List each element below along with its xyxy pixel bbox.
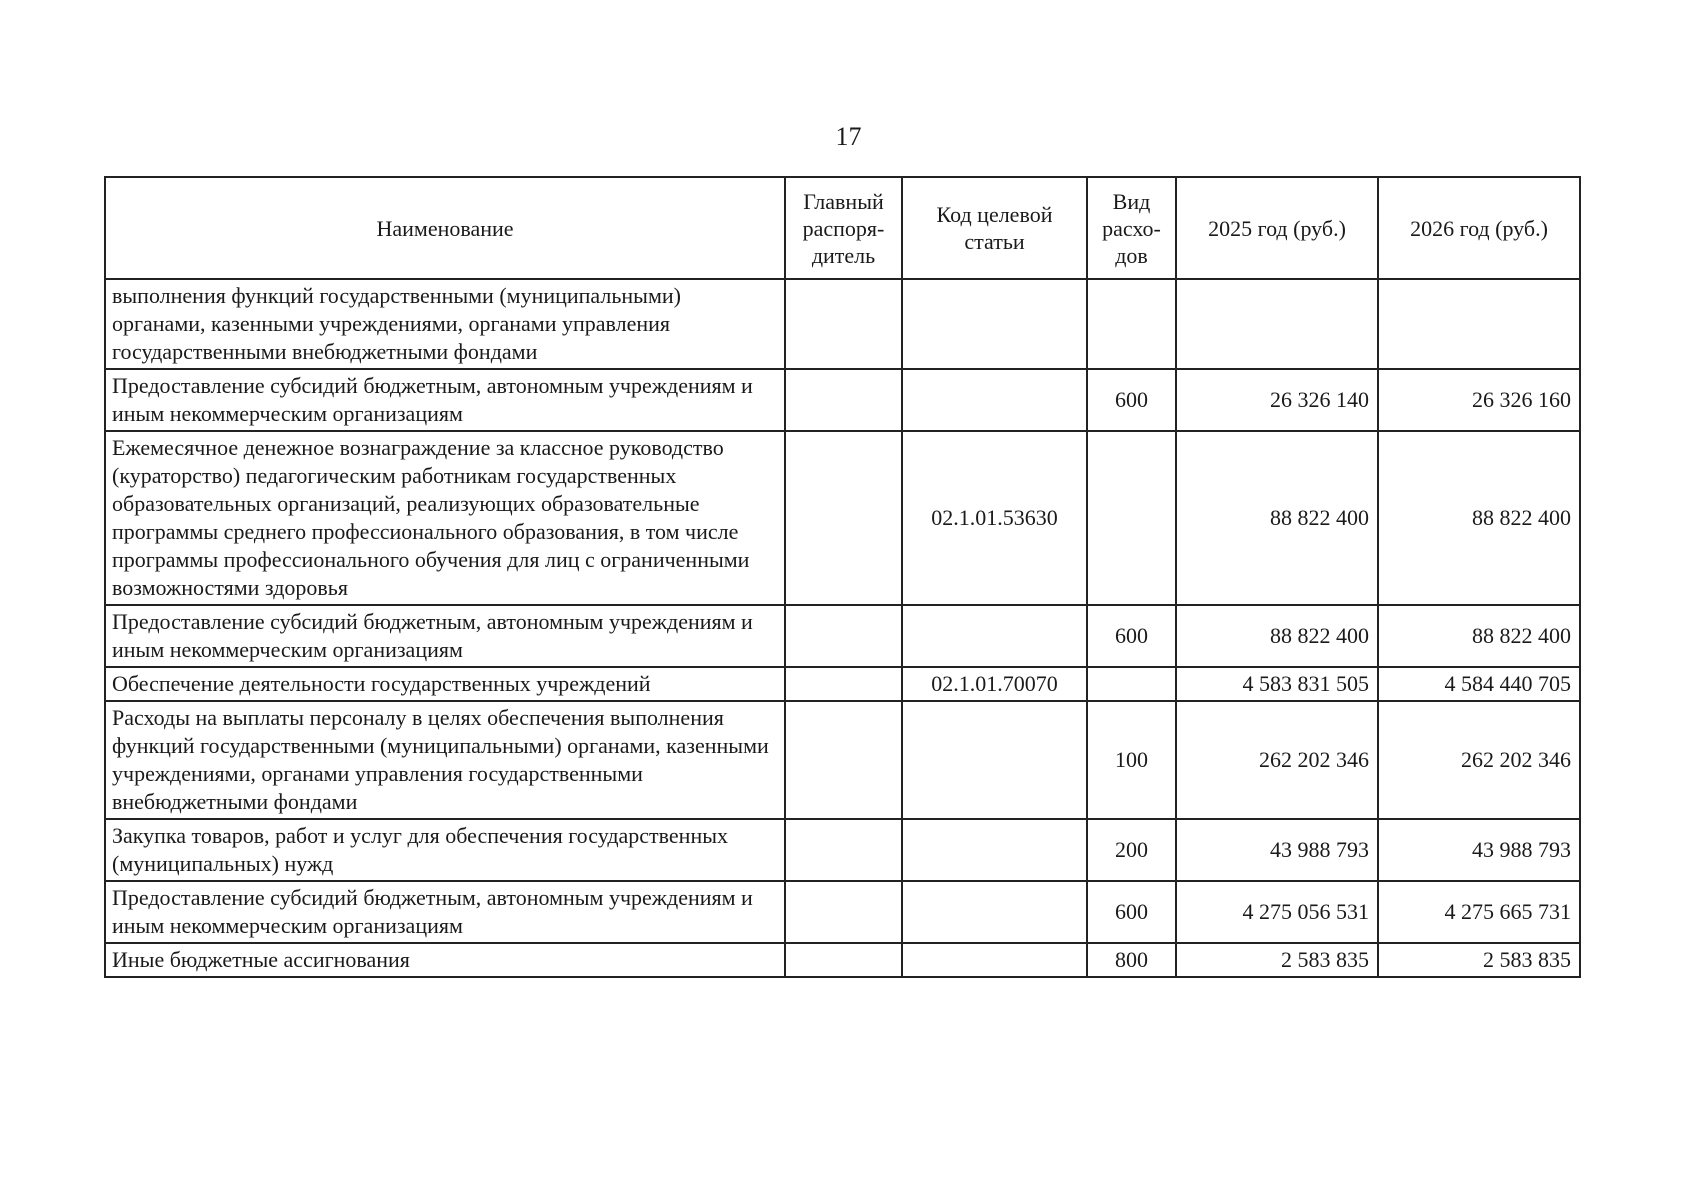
row-expense-type: 800: [1087, 943, 1176, 977]
row-year-2025: 4 583 831 505: [1176, 667, 1378, 701]
row-expense-type: [1087, 431, 1176, 605]
table-row: [105, 943, 1580, 977]
header-year-2026: 2026 год (руб.): [1378, 177, 1580, 279]
header-administrator: Главный распоря-дитель: [785, 177, 902, 279]
row-expense-type: 200: [1087, 819, 1176, 881]
row-expense-type: 600: [1087, 881, 1176, 943]
row-administrator: [785, 369, 902, 431]
row-code: [902, 881, 1087, 943]
header-year-2025: 2025 год (руб.): [1176, 177, 1378, 279]
row-year-2026: 4 584 440 705: [1378, 667, 1580, 701]
row-code: [902, 701, 1087, 819]
row-name: Обеспечение деятельности государственных учреждений: [105, 667, 785, 701]
row-code: [902, 943, 1087, 977]
row-year-2026: 4 275 665 731: [1378, 881, 1580, 943]
header-expense-type: Вид расхо-дов: [1087, 177, 1176, 279]
table-row: [105, 881, 1580, 943]
header-name: Наименование: [105, 177, 785, 279]
row-year-2026: [1378, 279, 1580, 369]
table-row: [105, 605, 1580, 667]
row-administrator: [785, 667, 902, 701]
table-row: [105, 701, 1580, 819]
row-administrator: [785, 431, 902, 605]
row-year-2025: 43 988 793: [1176, 819, 1378, 881]
row-year-2026: 262 202 346: [1378, 701, 1580, 819]
header-code: Код целевой статьи: [902, 177, 1087, 279]
row-administrator: [785, 881, 902, 943]
row-name: Предоставление субсидий бюджетным, автономным учреждениям и иным некоммерческим организациям: [105, 881, 785, 943]
row-name: Закупка товаров, работ и услуг для обеспечения государственных (муниципальных) нужд: [105, 819, 785, 881]
row-code: 02.1.01.53630: [902, 431, 1087, 605]
row-administrator: [785, 605, 902, 667]
row-code: [902, 605, 1087, 667]
row-name: Предоставление субсидий бюджетным, автономным учреждениям и иным некоммерческим организациям: [105, 605, 785, 667]
table-row: [105, 431, 1580, 605]
row-year-2025: [1176, 279, 1378, 369]
row-name: Расходы на выплаты персоналу в целях обеспечения выполнения функций государственными (муниципальными) органами, казенными учреждениями, органами управления государственными внебюджетными фондами: [105, 701, 785, 819]
table-row: [105, 819, 1580, 881]
row-expense-type: 100: [1087, 701, 1176, 819]
row-year-2025: 88 822 400: [1176, 431, 1378, 605]
row-name: Ежемесячное денежное вознаграждение за классное руководство (кураторство) педагогическим работникам государственных образовательных организаций, реализующих образовательные программы среднего профессионального образования, в том числе программы профессионального обучения для лиц с ограниченными возможностями здоровья: [105, 431, 785, 605]
table-header-row: [105, 177, 1580, 279]
row-expense-type: [1087, 279, 1176, 369]
row-name: Иные бюджетные ассигнования: [105, 943, 785, 977]
row-code: 02.1.01.70070: [902, 667, 1087, 701]
table-row: [105, 279, 1580, 369]
budget-table: [104, 176, 1581, 978]
row-expense-type: [1087, 667, 1176, 701]
table-row: [105, 667, 1580, 701]
page-number: 17: [835, 122, 862, 151]
row-administrator: [785, 701, 902, 819]
row-name: Предоставление субсидий бюджетным, автономным учреждениям и иным некоммерческим организациям: [105, 369, 785, 431]
row-expense-type: 600: [1087, 605, 1176, 667]
row-year-2026: 88 822 400: [1378, 431, 1580, 605]
row-administrator: [785, 943, 902, 977]
row-administrator: [785, 279, 902, 369]
row-code: [902, 819, 1087, 881]
row-year-2026: 2 583 835: [1378, 943, 1580, 977]
table-row: [105, 369, 1580, 431]
row-administrator: [785, 819, 902, 881]
row-year-2026: 43 988 793: [1378, 819, 1580, 881]
row-expense-type: 600: [1087, 369, 1176, 431]
row-code: [902, 369, 1087, 431]
row-code: [902, 279, 1087, 369]
row-year-2025: 262 202 346: [1176, 701, 1378, 819]
row-year-2026: 26 326 160: [1378, 369, 1580, 431]
row-year-2025: 88 822 400: [1176, 605, 1378, 667]
row-year-2025: 4 275 056 531: [1176, 881, 1378, 943]
row-year-2025: 26 326 140: [1176, 369, 1378, 431]
row-year-2026: 88 822 400: [1378, 605, 1580, 667]
row-name: выполнения функций государственными (муниципальными) органами, казенными учреждениями, органами управления государственными внебюджетными фондами: [105, 279, 785, 369]
row-year-2025: 2 583 835: [1176, 943, 1378, 977]
